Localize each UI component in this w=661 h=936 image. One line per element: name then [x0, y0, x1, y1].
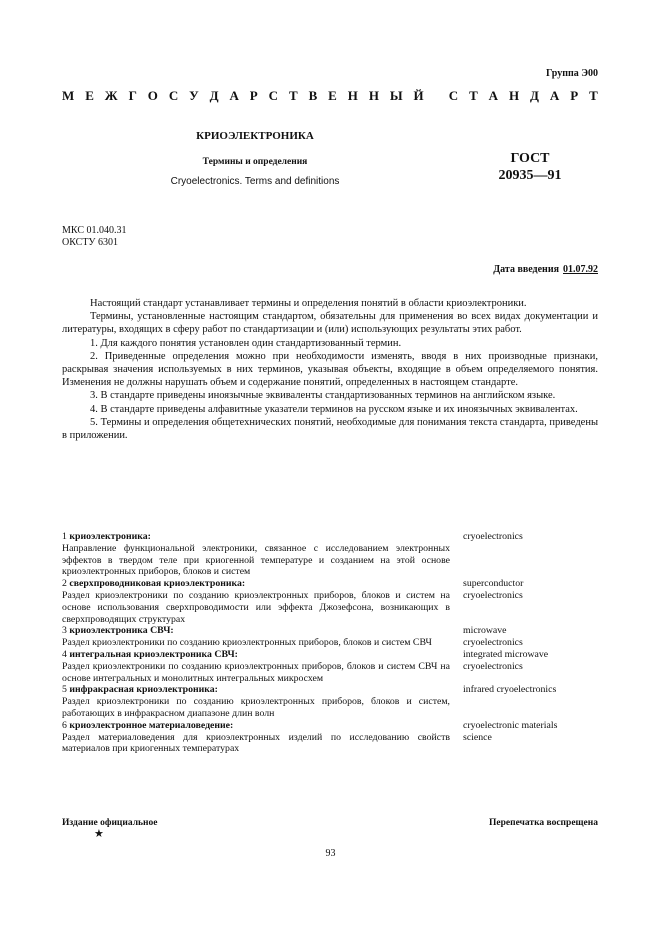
intro-paragraph: 2. Приведенные определения можно при необходимости изменять, вводя в них производные признаки, раскрывая значения используемых в них терминов, указывая объекты, входящие в объем определяемого понятия. Изменения не должны нарушать объем и содержание понятий, определенных в настоящем стандарте. — [62, 350, 598, 389]
star-icon: ★ — [94, 828, 104, 840]
banner-letter: Д — [209, 88, 219, 103]
term-english: superconductor — [463, 578, 524, 590]
term-name: криоэлектроника: — [69, 531, 151, 542]
page-number: 93 — [325, 848, 336, 859]
intro-paragraph: 1. Для каждого понятия установлен один стандартизованный термин. — [90, 337, 402, 349]
term-name: инфракрасная криоэлектроника: — [69, 684, 218, 696]
term-name: криоэлектроника СВЧ: — [69, 625, 174, 637]
banner-letter: Н — [347, 88, 358, 103]
banner-letter: Н — [508, 88, 520, 103]
banner-letter: Т — [589, 88, 598, 103]
term-entry — [62, 578, 598, 625]
english-title: Cryoelectronics. Terms and definitions — [170, 176, 340, 187]
classification-codes — [62, 225, 126, 249]
introduction-date — [493, 264, 598, 275]
banner-letter: Е — [85, 88, 94, 103]
term-number: 3 — [62, 625, 67, 637]
term-english: cryoelectronics — [463, 589, 523, 601]
banner-letter: В — [308, 88, 318, 103]
term-name: криоэлектронное материаловедение: — [69, 719, 234, 731]
date-value: 01.07.92 — [563, 264, 598, 275]
gost-code: 20935—91 — [498, 168, 562, 183]
term-definition: Раздел криоэлектроники по созданию криоэлектронных приборов, блоков и систем, работающих в инфракрасном диапазоне длин волн — [62, 696, 450, 719]
term-english: microwave — [463, 625, 507, 637]
term-entry — [62, 625, 598, 649]
term-definition: Раздел криоэлектроники по созданию криоэлектронных приборов, блоков и систем СВЧ — [62, 637, 432, 649]
term-name: сверхпроводниковая криоэлектроника: — [69, 578, 246, 590]
term-english: science — [463, 731, 492, 743]
banner-letter: А — [488, 88, 499, 103]
banner-letter: С — [168, 88, 179, 103]
okstu-code: ОКСТУ 6301 — [62, 237, 119, 248]
banner-letter: С — [448, 88, 459, 103]
term-definition: Направление функциональной электроники, связанное с исследованием электронных эффектов в твердом теле при криогенной температуре и созданием на этой основе криоэлектронных приборов, блоков и систем — [62, 542, 450, 578]
banner-letter: О — [147, 88, 158, 103]
term-entry — [62, 720, 598, 755]
intro-paragraph: 4. В стандарте приведены алфавитные указатели терминов на русском языке и их иноязычных эквивалентах. — [90, 403, 578, 415]
banner-letter: Г — [128, 88, 137, 103]
term-english: integrated microwave — [463, 648, 549, 660]
banner-letter: Т — [469, 88, 478, 103]
intro-text — [62, 297, 598, 442]
group-code: Группа Э00 — [546, 68, 598, 79]
intro-paragraph: 3. В стандарте приведены иноязычные эквиваленты стандартизованных терминов на английском языке. — [90, 390, 556, 402]
term-definition: Раздел криоэлектроники по созданию криоэлектронных приборов, блоков и систем СВЧ на основе интегральных и монолитных интегральных микросхем — [62, 660, 450, 684]
banner-letter: Й — [413, 88, 424, 103]
term-number: 2 — [62, 578, 67, 590]
term-entry — [62, 531, 598, 578]
banner-letter: У — [189, 88, 199, 103]
date-label: Дата введения — [493, 264, 559, 275]
gost-label: ГОСТ — [510, 151, 550, 166]
banner-letter: Н — [368, 88, 379, 103]
term-entry — [62, 684, 598, 719]
term-english: cryoelectronics — [463, 531, 523, 542]
intro-paragraph: Термины, установленные настоящим стандартом, обязательны для применения во всех видах документации и литературы, входящих в сферу работ по стандартизации и (или) использующих результаты этих работ. — [62, 311, 598, 336]
terms-list — [62, 531, 598, 755]
mks-code: МКС 01.040.31 — [62, 225, 127, 236]
gost-number — [480, 150, 580, 184]
term-number: 5 — [62, 684, 67, 696]
banner-letter: Ы — [389, 88, 403, 103]
term-english: infrared cryoelectronics — [463, 684, 557, 696]
term-english: cryoelectronic materials — [463, 719, 558, 731]
document-subtitle: Термины и определения — [202, 157, 308, 167]
official-edition-label: Издание официальное — [62, 818, 158, 828]
term-number: 1 — [62, 531, 67, 542]
reprint-prohibited-label: Перепечатка воспрещена — [488, 818, 598, 828]
term-english: cryoelectronics — [463, 637, 523, 649]
banner-letter: Е — [328, 88, 337, 103]
term-english: cryoelectronics — [463, 660, 523, 672]
banner-letter: А — [549, 88, 560, 103]
banner-letter: С — [268, 88, 279, 103]
intro-paragraph: 5. Термины и определения общетехнических понятий, необходимые для понимания текста стандарта, приведены в приложении. — [62, 416, 598, 442]
term-definition: Раздел материаловедения для криоэлектронных изделий по исследованию свойств материалов при криогенных температурах — [62, 731, 450, 755]
intro-paragraph: Настоящий стандарт устанавливает термины и определения понятий в области криоэлектроники. — [90, 298, 527, 309]
banner-letter: Р — [570, 88, 579, 103]
term-name: интегральная криоэлектроника СВЧ: — [69, 648, 238, 660]
banner-letter: Д — [530, 88, 539, 103]
term-number: 4 — [62, 648, 67, 660]
banner-letter: М — [62, 88, 75, 103]
banner-letter: Ж — [104, 88, 118, 103]
term-entry — [62, 649, 598, 684]
banner-letter: А — [229, 88, 239, 103]
standard-banner — [62, 88, 598, 104]
banner-gap — [435, 88, 438, 104]
term-definition: Раздел криоэлектроники по созданию криоэлектронных приборов, блоков и систем на основе использования сверхпроводимости или эффекта Джозефсона, возникающих в сверхпроводящих структурах — [62, 589, 450, 625]
banner-letter: Т — [288, 88, 298, 103]
term-number: 6 — [62, 719, 67, 731]
document-title: КРИОЭЛЕКТРОНИКА — [196, 130, 314, 142]
banner-letter: Р — [249, 88, 258, 103]
